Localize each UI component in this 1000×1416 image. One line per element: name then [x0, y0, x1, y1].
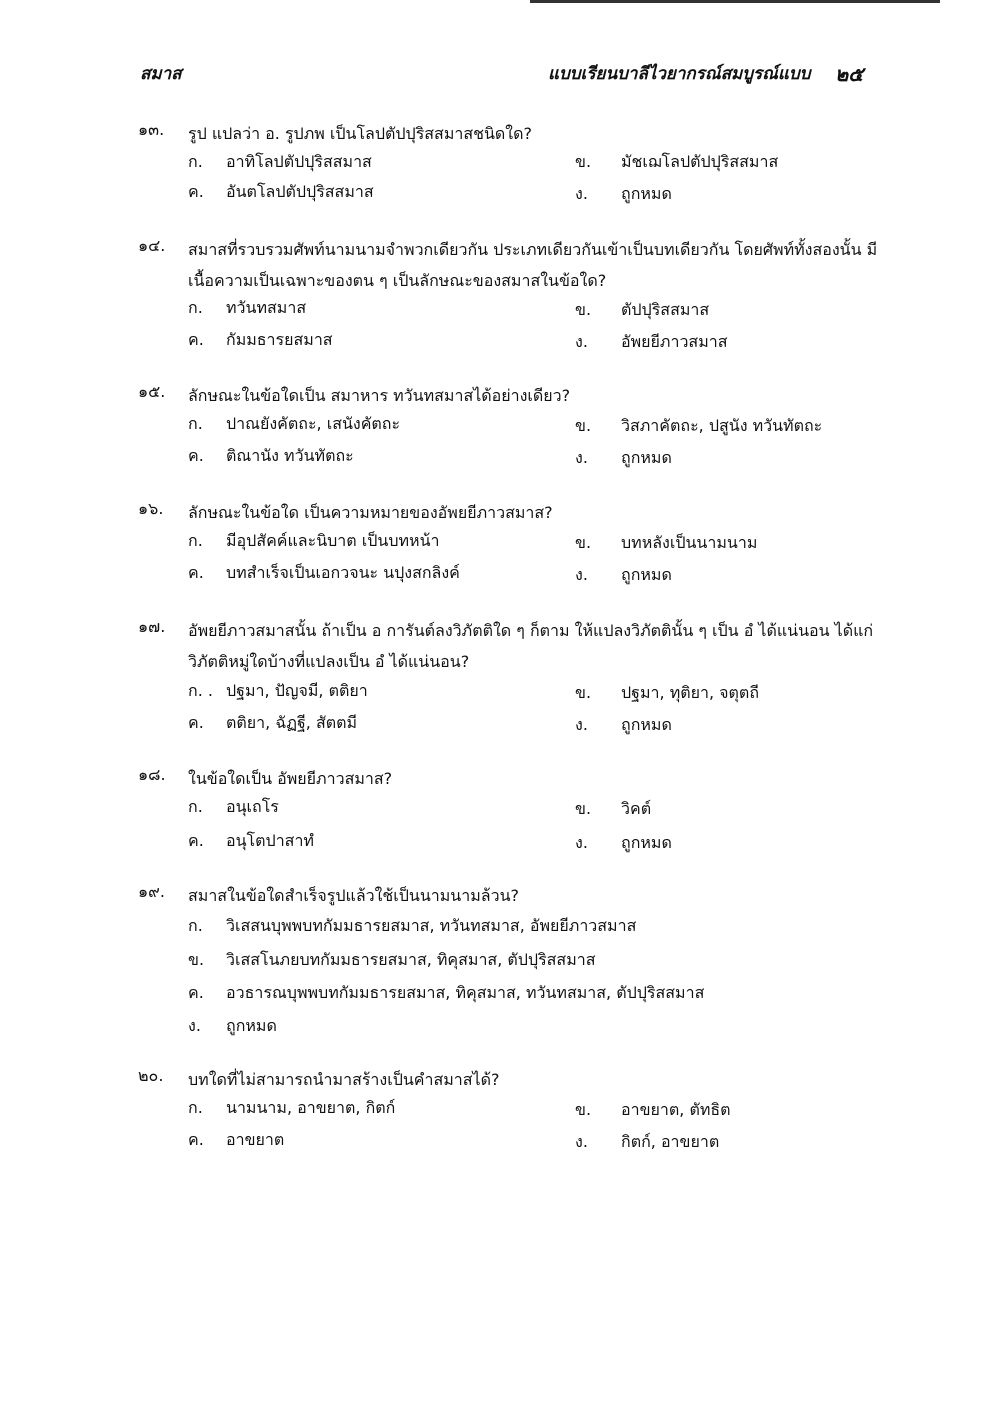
- question-number: ๑๔.: [138, 236, 166, 255]
- book-title: แบบเรียนบาลีไวยากรณ์สมบูรณ์แบบ: [548, 64, 811, 84]
- question-text: บทใดที่ไม่สามารถนำมาสร้างเป็นคำสมาสได้?: [188, 1070, 500, 1089]
- question-number: ๑๗.: [138, 617, 166, 636]
- question-text: ลักษณะในข้อใด เป็นความหมายของอัพยยีภาวสมาส?: [188, 503, 553, 522]
- question-number: ๒๐.: [138, 1066, 164, 1085]
- section-title: สมาส: [140, 64, 182, 84]
- question-number: ๑๖.: [138, 499, 164, 518]
- question-text: สมาสที่รวบรวมศัพท์นามนามจำพวกเดียวกัน ประเภทเดียวกันเข้าเป็นบทเดียวกัน โดยศัพท์ทั้งสองนั้น มีเนื้อความเป็นเฉพาะของตน ๆ เป็นลักษณะของสมาสในข้อใด?: [188, 240, 878, 290]
- question-number: ๑๙.: [138, 882, 165, 901]
- page-header: [0, 60, 1000, 90]
- question-number: ๑๕.: [138, 382, 166, 401]
- top-rule: [530, 0, 940, 3]
- question-text: สมาสในข้อใดสำเร็จรูปแล้วใช้เป็นนามนามล้วน?: [188, 886, 519, 905]
- page-number: ๒๕: [835, 62, 864, 86]
- question-text: รูป แปลว่า อ. รูปภพ เป็นโลปตัปปุริสสมาสชนิดใด?: [188, 124, 532, 143]
- question-text: อัพยยีภาวสมาสนั้น ถ้าเป็น อ การันต์ลงวิภัตติใด ๆ ก็ตาม ให้แปลงวิภัตตินั้น ๆ เป็น อํ ได้แน่นอน ได้แก่วิภัตติหมู่ใดบ้างที่แปลงเป็น อํ ได้แน่นอน?: [188, 621, 874, 671]
- question-text: ลักษณะในข้อใดเป็น สมาหาร ทวันทสมาสได้อย่างเดียว?: [188, 386, 571, 405]
- question-number: ๑๘.: [138, 765, 166, 784]
- question-text: ในข้อใดเป็น อัพยยีภาวสมาส?: [188, 769, 393, 788]
- question-number: ๑๓.: [138, 120, 165, 139]
